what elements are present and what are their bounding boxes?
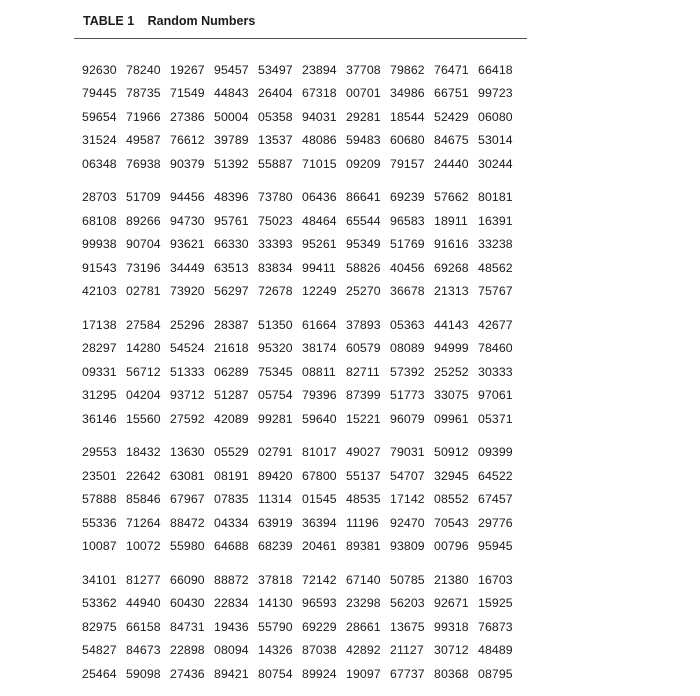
number-cell: 53497 (258, 62, 293, 77)
number-cell: 22834 (214, 596, 249, 611)
number-cell: 48489 (478, 643, 513, 658)
number-cell: 04334 (214, 515, 249, 530)
number-cell: 82711 (346, 364, 380, 379)
number-cell: 17138 (82, 317, 117, 332)
number-cell: 06289 (214, 364, 249, 379)
number-cell: 92470 (390, 515, 425, 530)
number-cell: 82975 (82, 619, 117, 634)
number-cell: 25270 (346, 284, 381, 299)
number-cell: 93621 (170, 237, 205, 252)
number-cell: 20461 (302, 539, 337, 554)
number-cell: 95457 (214, 62, 249, 77)
number-cell: 08795 (478, 666, 513, 681)
number-cell: 75767 (478, 284, 513, 299)
number-cell: 29553 (82, 445, 117, 460)
number-cell: 60579 (346, 341, 381, 356)
number-cell: 67800 (302, 468, 337, 483)
number-cell: 31524 (82, 133, 117, 148)
number-cell: 08094 (214, 643, 249, 658)
number-cell: 86641 (346, 190, 381, 205)
number-cell: 92630 (82, 62, 117, 77)
number-cell: 42103 (82, 284, 117, 299)
number-cell: 29281 (346, 109, 381, 124)
number-cell: 96593 (302, 596, 337, 611)
number-cell: 65544 (346, 213, 381, 228)
number-cell: 34101 (82, 572, 117, 587)
table-row (82, 82, 522, 106)
number-cell: 79157 (390, 156, 425, 171)
number-cell: 19097 (346, 666, 381, 681)
number-cell: 84673 (126, 643, 161, 658)
table-row (82, 337, 522, 361)
table-row (82, 233, 522, 257)
number-cell: 05358 (258, 109, 293, 124)
number-cell: 39789 (214, 133, 249, 148)
number-cell: 66158 (126, 619, 161, 634)
number-cell: 79031 (390, 445, 425, 460)
number-cell: 80368 (434, 666, 469, 681)
number-cell: 90704 (126, 237, 161, 252)
number-cell: 49587 (126, 133, 161, 148)
number-cell: 71966 (126, 109, 161, 124)
number-cell: 28387 (214, 317, 249, 332)
number-cell: 06436 (302, 190, 337, 205)
number-cell: 55790 (258, 619, 293, 634)
number-cell: 18911 (434, 213, 468, 228)
number-cell: 63919 (258, 515, 293, 530)
number-cell: 14326 (258, 643, 293, 658)
number-cell: 00796 (434, 539, 469, 554)
number-cell: 56203 (390, 596, 425, 611)
number-cell: 87038 (302, 643, 337, 658)
table-caption: Random Numbers (147, 14, 256, 28)
number-cell: 09209 (346, 156, 381, 171)
number-cell: 79396 (302, 388, 337, 403)
number-cell: 61664 (302, 317, 337, 332)
table-row (82, 592, 522, 616)
number-cell: 95261 (302, 237, 337, 252)
number-cell: 67737 (390, 666, 425, 681)
number-cell: 79862 (390, 62, 425, 77)
number-cell: 27436 (170, 666, 205, 681)
number-cell: 73780 (258, 190, 293, 205)
number-cell: 13537 (258, 133, 293, 148)
number-cell: 53014 (478, 133, 513, 148)
number-cell: 30712 (434, 643, 469, 658)
number-cell: 38174 (302, 341, 337, 356)
number-cell: 23298 (346, 596, 381, 611)
number-cell: 23894 (302, 62, 337, 77)
number-cell: 44143 (434, 317, 469, 332)
number-cell: 30244 (478, 156, 513, 171)
number-cell: 55336 (82, 515, 117, 530)
number-cell: 88472 (170, 515, 205, 530)
number-cell: 33238 (478, 237, 513, 252)
number-cell: 58826 (346, 260, 381, 275)
number-cell: 64688 (214, 539, 249, 554)
number-block (82, 58, 522, 176)
table-row (82, 464, 522, 488)
number-cell: 48464 (302, 213, 337, 228)
number-cell: 73196 (126, 260, 161, 275)
number-cell: 48086 (302, 133, 337, 148)
number-cell: 94456 (170, 190, 205, 205)
number-cell: 51350 (258, 317, 293, 332)
number-cell: 51392 (214, 156, 249, 171)
number-cell: 57888 (82, 492, 117, 507)
number-cell: 42892 (346, 643, 381, 658)
number-cell: 56712 (126, 364, 161, 379)
number-cell: 10072 (126, 539, 161, 554)
table-row (82, 568, 522, 592)
number-cell: 71549 (170, 86, 205, 101)
number-cell: 15560 (126, 411, 161, 426)
number-cell: 02791 (258, 445, 293, 460)
number-cell: 06348 (82, 156, 117, 171)
number-cell: 71015 (302, 156, 337, 171)
number-cell: 69229 (302, 619, 337, 634)
number-cell: 66418 (478, 62, 513, 77)
number-cell: 91543 (82, 260, 117, 275)
number-cell: 08552 (434, 492, 469, 507)
number-cell: 01545 (302, 492, 337, 507)
number-cell: 21380 (434, 572, 469, 587)
random-numbers-table (82, 58, 522, 696)
number-cell: 68108 (82, 213, 117, 228)
table-row (82, 662, 522, 686)
number-cell: 29776 (478, 515, 513, 530)
number-cell: 52429 (434, 109, 469, 124)
number-cell: 87399 (346, 388, 381, 403)
number-cell: 55137 (346, 468, 381, 483)
number-cell: 99938 (82, 237, 117, 252)
number-cell: 37818 (258, 572, 293, 587)
number-cell: 95945 (478, 539, 513, 554)
number-cell: 93712 (170, 388, 205, 403)
number-cell: 57392 (390, 364, 425, 379)
number-cell: 95761 (214, 213, 249, 228)
number-cell: 85846 (126, 492, 161, 507)
number-cell: 84731 (170, 619, 205, 634)
number-cell: 75345 (258, 364, 293, 379)
number-cell: 27386 (170, 109, 205, 124)
number-cell: 28297 (82, 341, 117, 356)
number-cell: 40456 (390, 260, 425, 275)
number-cell: 51709 (126, 190, 161, 205)
number-cell: 89266 (126, 213, 161, 228)
number-cell: 28703 (82, 190, 117, 205)
number-cell: 67457 (478, 492, 513, 507)
number-cell: 37708 (346, 62, 381, 77)
number-cell: 99318 (434, 619, 469, 634)
table-row (82, 58, 522, 82)
number-cell: 14130 (258, 596, 293, 611)
number-cell: 67967 (170, 492, 205, 507)
number-cell: 08191 (214, 468, 249, 483)
number-cell: 04204 (126, 388, 161, 403)
number-cell: 78735 (126, 86, 161, 101)
number-cell: 81017 (302, 445, 337, 460)
number-cell: 11196 (346, 515, 379, 530)
number-cell: 59640 (302, 411, 337, 426)
number-cell: 76612 (170, 133, 205, 148)
number-cell: 91616 (434, 237, 469, 252)
number-cell: 09399 (478, 445, 513, 460)
table-row (82, 280, 522, 304)
number-cell: 66330 (214, 237, 249, 252)
number-cell: 15925 (478, 596, 513, 611)
table-row (82, 535, 522, 559)
number-cell: 36394 (302, 515, 337, 530)
number-cell: 63081 (170, 468, 205, 483)
number-cell: 76873 (478, 619, 513, 634)
table-row (82, 313, 522, 337)
number-cell: 23501 (82, 468, 117, 483)
number-cell: 42089 (214, 411, 249, 426)
number-cell: 78460 (478, 341, 513, 356)
number-cell: 09961 (434, 411, 469, 426)
table-label: TABLE 1 (83, 14, 135, 28)
number-cell: 90379 (170, 156, 205, 171)
number-cell: 50004 (214, 109, 249, 124)
number-cell: 76471 (434, 62, 469, 77)
number-cell: 42677 (478, 317, 513, 332)
number-cell: 18544 (390, 109, 425, 124)
number-cell: 08811 (302, 364, 336, 379)
number-cell: 33075 (434, 388, 469, 403)
number-cell: 70543 (434, 515, 469, 530)
number-cell: 67318 (302, 86, 337, 101)
number-cell: 97061 (478, 388, 513, 403)
number-cell: 12249 (302, 284, 337, 299)
number-cell: 94730 (170, 213, 205, 228)
number-cell: 55887 (258, 156, 293, 171)
number-cell: 66090 (170, 572, 205, 587)
number-cell: 55980 (170, 539, 205, 554)
number-cell: 33393 (258, 237, 293, 252)
number-cell: 49027 (346, 445, 381, 460)
number-cell: 93809 (390, 539, 425, 554)
number-cell: 36146 (82, 411, 117, 426)
number-cell: 18432 (126, 445, 161, 460)
number-cell: 95349 (346, 237, 381, 252)
number-cell: 27584 (126, 317, 161, 332)
number-cell: 26404 (258, 86, 293, 101)
number-cell: 89924 (302, 666, 337, 681)
number-cell: 16703 (478, 572, 513, 587)
number-cell: 67140 (346, 572, 381, 587)
number-cell: 02781 (126, 284, 161, 299)
table-row (82, 209, 522, 233)
table-row (82, 256, 522, 280)
title-divider (74, 38, 527, 39)
number-cell: 92671 (434, 596, 469, 611)
number-cell: 16391 (478, 213, 513, 228)
number-cell: 89381 (346, 539, 381, 554)
number-cell: 19436 (214, 619, 249, 634)
number-cell: 59483 (346, 133, 381, 148)
number-block (82, 568, 522, 686)
number-cell: 36678 (390, 284, 425, 299)
number-cell: 59654 (82, 109, 117, 124)
number-cell: 05529 (214, 445, 249, 460)
number-cell: 94999 (434, 341, 469, 356)
number-cell: 21618 (214, 341, 249, 356)
table-row (82, 488, 522, 512)
number-cell: 54827 (82, 643, 117, 658)
number-cell: 09331 (82, 364, 117, 379)
number-cell: 99281 (258, 411, 293, 426)
table-title (83, 14, 255, 28)
number-cell: 08089 (390, 341, 425, 356)
number-cell: 54707 (390, 468, 425, 483)
number-cell: 96583 (390, 213, 425, 228)
number-cell: 80181 (478, 190, 513, 205)
table-row (82, 384, 522, 408)
number-cell: 78240 (126, 62, 161, 77)
number-block (82, 313, 522, 431)
number-cell: 25296 (170, 317, 205, 332)
table-row (82, 152, 522, 176)
number-cell: 34449 (170, 260, 205, 275)
number-cell: 22898 (170, 643, 205, 658)
table-row (82, 105, 522, 129)
table-row (82, 407, 522, 431)
number-cell: 96079 (390, 411, 425, 426)
number-cell: 34986 (390, 86, 425, 101)
number-cell: 11314 (258, 492, 292, 507)
number-cell: 68239 (258, 539, 293, 554)
number-cell: 60680 (390, 133, 425, 148)
table-row (82, 441, 522, 465)
number-cell: 25252 (434, 364, 469, 379)
number-cell: 64522 (478, 468, 513, 483)
number-cell: 24440 (434, 156, 469, 171)
number-cell: 73920 (170, 284, 205, 299)
number-cell: 51333 (170, 364, 205, 379)
number-cell: 94031 (302, 109, 337, 124)
number-cell: 60430 (170, 596, 205, 611)
number-cell: 17142 (390, 492, 425, 507)
number-cell: 32945 (434, 468, 469, 483)
number-cell: 99723 (478, 86, 513, 101)
number-cell: 21313 (434, 284, 469, 299)
number-cell: 57662 (434, 190, 469, 205)
number-cell: 69239 (390, 190, 425, 205)
number-cell: 27592 (170, 411, 205, 426)
number-cell: 71264 (126, 515, 161, 530)
number-cell: 54524 (170, 341, 205, 356)
number-cell: 63513 (214, 260, 249, 275)
number-cell: 48562 (478, 260, 513, 275)
number-cell: 22642 (126, 468, 161, 483)
number-cell: 13630 (170, 445, 205, 460)
number-cell: 51769 (390, 237, 425, 252)
number-cell: 05363 (390, 317, 425, 332)
number-cell: 99411 (302, 260, 336, 275)
number-cell: 69268 (434, 260, 469, 275)
table-row (82, 129, 522, 153)
number-cell: 37893 (346, 317, 381, 332)
number-cell: 81277 (126, 572, 161, 587)
number-cell: 25464 (82, 666, 117, 681)
table-row (82, 511, 522, 535)
number-cell: 19267 (170, 62, 205, 77)
number-cell: 28661 (346, 619, 381, 634)
number-cell: 72678 (258, 284, 293, 299)
number-cell: 80754 (258, 666, 293, 681)
number-block (82, 441, 522, 559)
number-cell: 89421 (214, 666, 249, 681)
number-cell: 51773 (390, 388, 425, 403)
number-cell: 21127 (390, 643, 424, 658)
number-cell: 13675 (390, 619, 425, 634)
number-cell: 05371 (478, 411, 513, 426)
number-cell: 00701 (346, 86, 381, 101)
number-cell: 56297 (214, 284, 249, 299)
table-row (82, 360, 522, 384)
table-row (82, 639, 522, 663)
number-cell: 79445 (82, 86, 117, 101)
number-cell: 53362 (82, 596, 117, 611)
number-cell: 84675 (434, 133, 469, 148)
number-cell: 83834 (258, 260, 293, 275)
number-cell: 10087 (82, 539, 117, 554)
number-cell: 50785 (390, 572, 425, 587)
number-cell: 05754 (258, 388, 293, 403)
number-cell: 44940 (126, 596, 161, 611)
table-row (82, 186, 522, 210)
number-cell: 07835 (214, 492, 249, 507)
number-cell: 95320 (258, 341, 293, 356)
number-cell: 48396 (214, 190, 249, 205)
number-cell: 66751 (434, 86, 469, 101)
number-cell: 59098 (126, 666, 161, 681)
number-cell: 06080 (478, 109, 513, 124)
number-cell: 88872 (214, 572, 249, 587)
number-cell: 89420 (258, 468, 293, 483)
number-cell: 14280 (126, 341, 161, 356)
number-block (82, 186, 522, 304)
number-cell: 75023 (258, 213, 293, 228)
number-cell: 76938 (126, 156, 161, 171)
table-row (82, 615, 522, 639)
number-cell: 15221 (346, 411, 381, 426)
number-cell: 31295 (82, 388, 117, 403)
number-cell: 30333 (478, 364, 513, 379)
number-cell: 50912 (434, 445, 469, 460)
number-cell: 72142 (302, 572, 337, 587)
number-cell: 51287 (214, 388, 249, 403)
number-cell: 44843 (214, 86, 249, 101)
number-cell: 48535 (346, 492, 381, 507)
